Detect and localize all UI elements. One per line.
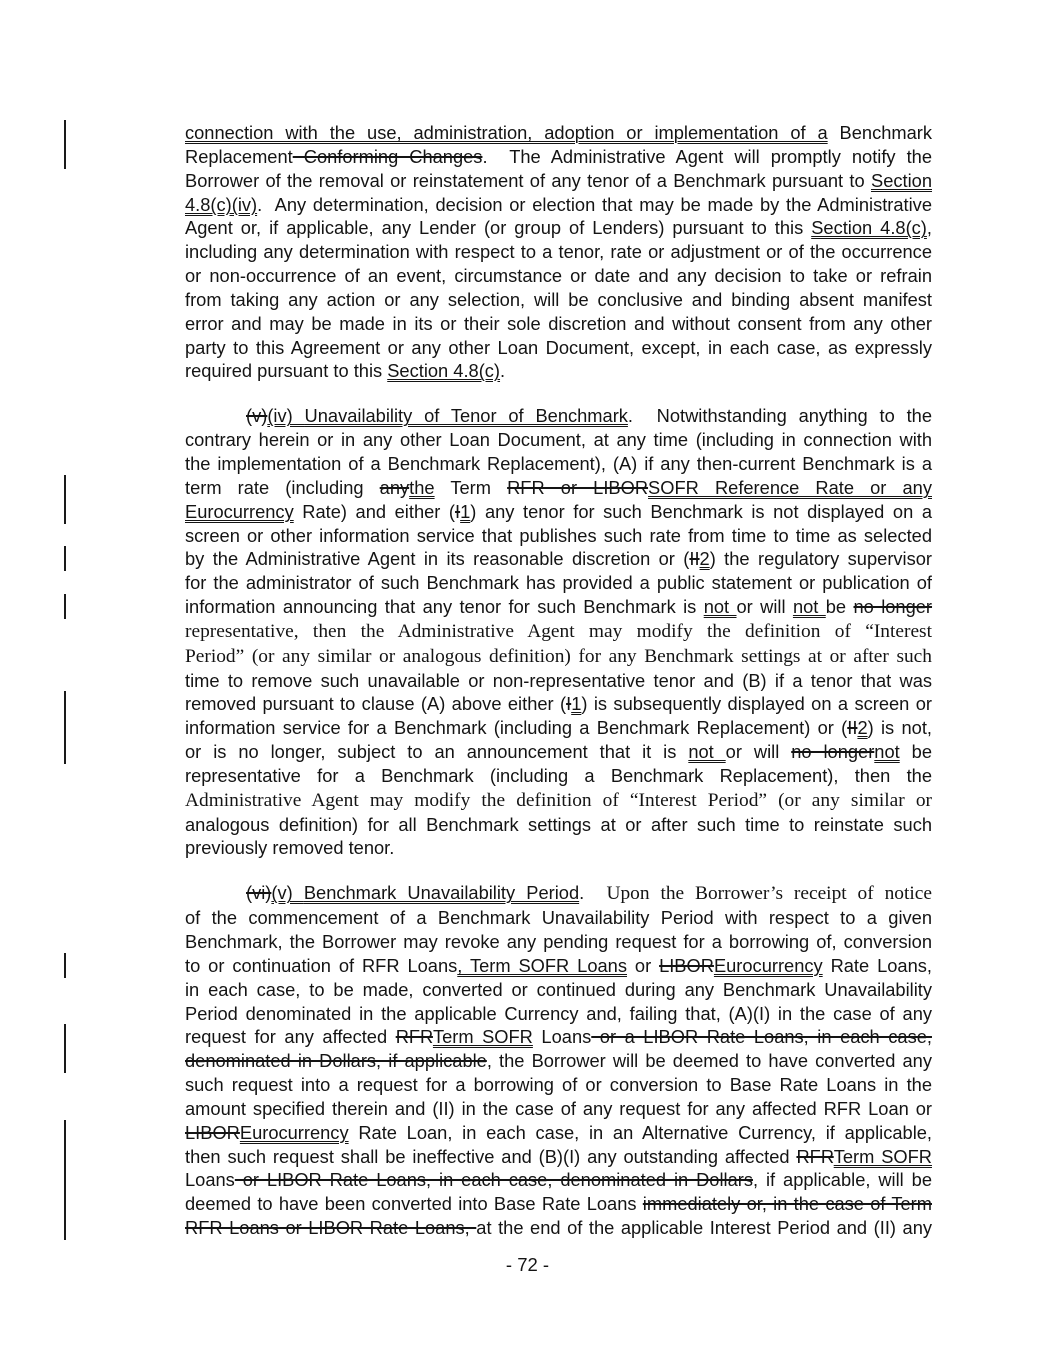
body-text: or is no longer, subject to an announcement that it is bbox=[185, 741, 689, 763]
inserted-text: (iv) bbox=[267, 405, 305, 427]
deleted-text: Conforming Changes bbox=[292, 145, 483, 167]
text-line bbox=[185, 1168, 932, 1192]
text-line bbox=[185, 500, 932, 524]
body-text: Period” (or any similar or analogous definition) for any Benchmark settings at or after such bbox=[185, 645, 932, 667]
text-line bbox=[185, 1025, 932, 1049]
text-line bbox=[185, 193, 932, 217]
text-line bbox=[185, 428, 932, 452]
text-line bbox=[185, 954, 932, 978]
deleted-text: RFR bbox=[395, 1026, 433, 1048]
deleted-text: immediately or, in the case of Term bbox=[642, 1193, 932, 1215]
paragraph-1 bbox=[185, 121, 932, 383]
text-line bbox=[185, 145, 932, 169]
body-text: amount specified therein and (II) in the case of any request for any affected RFR Loan or bbox=[185, 1097, 932, 1119]
body-text: information service for a Benchmark (including a Benchmark Replacement) or ( bbox=[185, 717, 848, 739]
body-text: . Notwithstanding anything to the bbox=[627, 405, 932, 427]
text-line bbox=[185, 906, 932, 930]
inserted-text: (v) bbox=[271, 882, 304, 904]
body-text: or will bbox=[725, 741, 792, 763]
body-text: Rate) and either ( bbox=[293, 500, 456, 522]
body-text: then such request shall be ineffective and (B)(I) any outstanding affected bbox=[185, 1145, 797, 1167]
body-text: contrary herein or in any other Loan Document, at any time (including in connection with bbox=[185, 429, 932, 451]
text-line bbox=[185, 1145, 932, 1169]
body-text: the implementation of a Benchmark Replacement), (A) if any then-current Benchmark is a bbox=[185, 452, 932, 474]
deleted-text: any bbox=[379, 476, 410, 498]
body-text: by the Administrative Agent in its reasonable discretion or ( bbox=[185, 548, 690, 570]
text-line bbox=[185, 595, 932, 619]
body-text: Borrower of the removal or reinstatement of any tenor of a Benchmark pursuant to bbox=[185, 169, 872, 191]
deleted-text: RFR Loans or LIBOR Rate Loans, bbox=[185, 1217, 477, 1239]
body-text: . Any determination, decision or election that may be made by the Administrative bbox=[257, 193, 932, 215]
body-text: Loans bbox=[532, 1026, 592, 1048]
text-line bbox=[185, 169, 932, 193]
inserted-text: connection with the use, administration, adoption or implementation of a bbox=[185, 122, 828, 143]
text-line bbox=[185, 1073, 932, 1097]
inserted-text: Unavailability of Tenor of Benchmark bbox=[304, 405, 628, 427]
text-line bbox=[185, 312, 932, 336]
inserted-text: not bbox=[792, 596, 826, 618]
inserted-text: Eurocurrency bbox=[239, 1121, 349, 1143]
text-line bbox=[185, 669, 932, 693]
body-text: such request into a request for a borrowing of or conversion to Base Rate Loans in the bbox=[185, 1074, 932, 1096]
body-text: , the Borrower will be deemed to have converted any bbox=[486, 1050, 932, 1072]
text-line bbox=[185, 764, 932, 788]
body-text: Loans bbox=[185, 1169, 235, 1191]
inserted-text: not bbox=[874, 741, 900, 763]
body-text: for the administrator of such Benchmark has provided a public statement or publication of bbox=[185, 572, 932, 594]
text-line bbox=[185, 716, 932, 740]
text-line bbox=[185, 547, 932, 571]
text-line bbox=[185, 930, 932, 954]
text-line bbox=[185, 404, 932, 428]
body-text: or will bbox=[736, 596, 793, 618]
deleted-text: no longer bbox=[791, 741, 875, 763]
body-text: be bbox=[825, 596, 854, 618]
body-text: ) is not, bbox=[867, 717, 932, 739]
body-text: be bbox=[899, 741, 932, 763]
body-text: including any determination with respect to a tenor, rate or adjustment or of the occurrence bbox=[185, 241, 932, 263]
inserted-text: 2 bbox=[857, 717, 868, 739]
inserted-text: SOFR Reference Rate or any bbox=[648, 476, 932, 498]
body-text: in each case, to be made, converted or continued during any Benchmark Unavailability bbox=[185, 978, 932, 1000]
body-text: information announcing that any tenor for such Benchmark is bbox=[185, 596, 704, 618]
text-line bbox=[185, 740, 932, 764]
body-text: representative for a Benchmark (including a Benchmark Replacement), then the bbox=[185, 764, 932, 786]
paragraph-2 bbox=[185, 404, 932, 860]
body-text: Agent or, if applicable, any Lender (or group of Lenders) pursuant to this bbox=[185, 217, 812, 239]
deleted-text: denominated in Dollars, if applicable bbox=[185, 1050, 487, 1072]
deleted-text: LIBOR bbox=[659, 954, 714, 976]
inserted-text: Section bbox=[871, 169, 932, 191]
body-text: to or continuation of RFR Loans bbox=[185, 954, 458, 976]
inserted-text: Section 4.8(c) bbox=[387, 360, 501, 382]
inserted-text: not bbox=[688, 741, 726, 763]
deleted-text: or a LIBOR Rate Loans, in each case, bbox=[591, 1026, 932, 1048]
deleted-text: RFR bbox=[796, 1145, 834, 1167]
inserted-text: 1 bbox=[571, 693, 582, 715]
text-line bbox=[185, 619, 932, 644]
body-text: at the end of the applicable Interest Period and (II) any bbox=[476, 1217, 933, 1239]
inserted-text: Term SOFR bbox=[432, 1026, 533, 1048]
deleted-text: or LIBOR Rate Loans, in each case, denominated in Dollars bbox=[234, 1169, 753, 1191]
text-line bbox=[185, 359, 932, 383]
text-line bbox=[185, 881, 932, 906]
body-text: representative, then the Administrative Agent may modify the definition of “Interest bbox=[185, 620, 932, 642]
body-text: time to remove such unavailable or non-representative tenor and (B) if a tenor that was bbox=[185, 669, 932, 691]
deleted-text: (v) bbox=[246, 405, 268, 427]
body-text: of the commencement of a Benchmark Unavailability Period with respect to a given bbox=[185, 907, 932, 929]
text-line bbox=[185, 216, 932, 240]
deleted-text: I bbox=[566, 693, 572, 715]
body-text: . The Administrative Agent will promptly notify the bbox=[482, 145, 932, 167]
inserted-text: Section 4.8(c) bbox=[811, 217, 927, 239]
text-line bbox=[185, 1002, 932, 1026]
body-text: deemed to have been converted into Base Rate Loans bbox=[185, 1193, 643, 1215]
text-line bbox=[185, 336, 932, 360]
text-line bbox=[185, 264, 932, 288]
deleted-text: I bbox=[455, 500, 461, 522]
body-text: Replacement bbox=[185, 145, 293, 167]
text-line bbox=[185, 1216, 932, 1240]
body-text: . bbox=[500, 360, 506, 382]
page-number: - 72 - bbox=[505, 1254, 550, 1275]
body-text: ) any tenor for such Benchmark is not displayed on a bbox=[470, 500, 932, 522]
body-text: ) the regulatory supervisor bbox=[709, 548, 932, 570]
body-text: Rate Loan, in each case, in an Alternative Currency, if applicable, bbox=[348, 1121, 932, 1143]
text-line bbox=[185, 1097, 932, 1121]
deleted-text: no longer bbox=[853, 596, 933, 618]
text-line bbox=[185, 524, 932, 548]
inserted-text: not bbox=[703, 596, 737, 618]
text-line bbox=[185, 1192, 932, 1216]
body-text: party to this Agreement or any other Loan Document, except, in each case, as expressly bbox=[185, 336, 932, 358]
inserted-text: Eurocurrency bbox=[185, 500, 294, 522]
text-line bbox=[185, 571, 932, 595]
text-line bbox=[185, 1121, 932, 1145]
deleted-text: RFR or LIBOR bbox=[507, 476, 649, 498]
inserted-text: Term SOFR bbox=[833, 1145, 932, 1167]
deleted-text: II bbox=[689, 548, 700, 570]
body-text: Term bbox=[434, 476, 508, 498]
text-line bbox=[185, 836, 932, 860]
deleted-text: LIBOR bbox=[185, 1121, 240, 1143]
body-text: . bbox=[579, 882, 607, 904]
inserted-text: 4.8(c)(iv) bbox=[185, 193, 258, 215]
text-line bbox=[185, 813, 932, 837]
text-line bbox=[185, 452, 932, 476]
body-text: Benchmark, the Borrower may revoke any pending request for a borrowing of, conversion bbox=[185, 931, 932, 952]
deleted-text: (vi) bbox=[246, 882, 272, 904]
body-text: or non-occurrence of an event, circumstance or date and any decision to take or refrain bbox=[185, 265, 932, 287]
deleted-text: II bbox=[847, 717, 858, 739]
text-line bbox=[185, 692, 932, 716]
text-line bbox=[185, 240, 932, 264]
inserted-text: the bbox=[409, 476, 435, 498]
text-line bbox=[185, 644, 932, 669]
body-text: Period denominated in the applicable Currency and, failing that, (A)(I) in the case of any bbox=[185, 1002, 932, 1024]
text-line bbox=[185, 788, 932, 813]
text-line bbox=[185, 121, 932, 145]
body-text: error and may be made in its or their sole discretion and without consent from any other bbox=[185, 312, 932, 334]
body-text: term rate (including bbox=[185, 476, 380, 498]
inserted-text: 1 bbox=[460, 500, 471, 522]
inserted-text: Eurocurrency bbox=[713, 954, 823, 976]
body-text: or bbox=[626, 954, 660, 976]
body-text: analogous definition) for all Benchmark settings at or after such time to reinstate such bbox=[185, 813, 932, 835]
body-text: Administrative Agent may modify the definition of “Interest Period” (or any similar or bbox=[185, 789, 932, 811]
inserted-text: , Term SOFR Loans bbox=[457, 954, 627, 976]
body-text: Benchmark bbox=[827, 122, 932, 143]
text-line bbox=[185, 288, 932, 312]
body-text: required pursuant to this bbox=[185, 360, 388, 382]
text-line bbox=[185, 476, 932, 500]
body-text: screen or other information service that publishes such rate from time to time as selected bbox=[185, 524, 932, 546]
document-body bbox=[185, 121, 932, 1240]
body-text: Upon the Borrower’s receipt of notice bbox=[606, 883, 932, 905]
paragraph-3 bbox=[185, 881, 932, 1240]
body-text: Rate Loans, bbox=[822, 954, 932, 976]
text-line bbox=[185, 1049, 932, 1073]
inserted-text: Benchmark Unavailability Period bbox=[303, 882, 580, 904]
body-text: ) is subsequently displayed on a screen or bbox=[581, 693, 932, 715]
body-text: request for any affected bbox=[185, 1026, 396, 1048]
body-text: , if applicable, will be bbox=[752, 1169, 932, 1191]
inserted-text: 2 bbox=[699, 548, 710, 570]
body-text: removed pursuant to clause (A) above either ( bbox=[185, 693, 567, 715]
text-line bbox=[185, 978, 932, 1002]
body-text: previously removed tenor. bbox=[185, 837, 395, 859]
body-text: from taking any action or any selection, will be conclusive and binding absent manifest bbox=[185, 288, 932, 310]
body-text: , bbox=[926, 217, 932, 239]
